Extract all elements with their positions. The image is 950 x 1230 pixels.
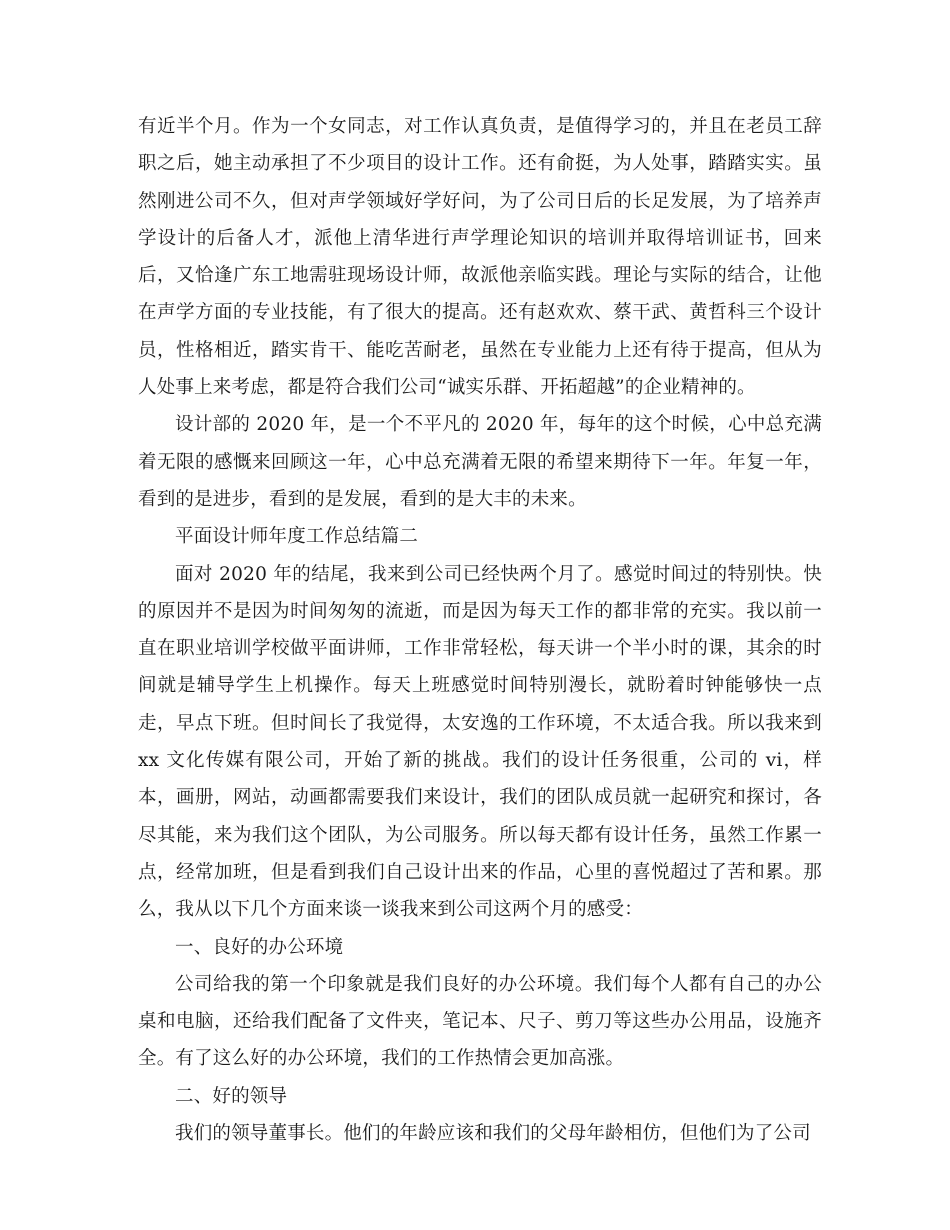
paragraph-leaders: 我们的领导董事长。他们的年龄应该和我们的父母年龄相仿，但他们为了公司	[175, 1123, 811, 1145]
paragraph-continuation: 有近半个月。作为一个女同志，对工作认真负责，是值得学习的，并且在老员工辞职之后，她主动承担了不少项目的设计工作。还有俞挺，为人处事，踏踏实实。虽然刚进公司不久，但对声学领域好学好问，为了公司日后的长足发展，为了培养声学设计的后备人才，派他上清华进行声学理论知识的培训并取得培训证书，回来后，又恰逢广东工地需驻现场设计师，故派他亲临实践。理论与实际的结合，让他在声学方面的专业技能，有了很大的提高。还有赵欢欢、蔡干武、黄哲科三个设计员，性格相近，踏实肯干、能吃苦耐老，虽然在专业能力上还有待于提高，但从为人处事上来考虑，都是符合我们公司“诚实乐群、开拓超越”的企业精神的。	[138, 116, 822, 399]
subheading-office-environment: 一、良好的办公环境	[175, 936, 344, 958]
section-heading-part-two: 平面设计师年度工作总结篇二	[175, 526, 419, 548]
subheading-good-leaders: 二、好的领导	[175, 1085, 288, 1107]
paragraph-two-months: 面对 2020 年的结尾，我来到公司已经快两个月了。感觉时间过的特别快。快的原因并不是因为时间匆匆的流逝，而是因为每天工作的都非常的充实。我以前一直在职业培训学校做平面讲师，工作非常轻松，每天讲一个半小时的课，其余的时间就是辅导学生上机操作。每天上班感觉时间特别漫长，就盼着时钟能够快一点走，早点下班。但时间长了我觉得，太安逸的工作环境，不太适合我。所以我来到 xx 文化传媒有限公司，开始了新的挑战。我们的设计任务很重，公司的 vi，样本，画册，网站，动画都需要我们来设计，我们的团队成员就一起研究和探讨，各尽其能，来为我们这个团队，为公司服务。所以每天都有设计任务，虽然工作累一点，经常加班，但是看到我们自己设计出来的作品，心里的喜悦超过了苦和累。那么，我从以下几个方面来谈一谈我来到公司这两个月的感受：	[138, 563, 822, 921]
document-page	[138, 108, 822, 1152]
paragraph-design-dept-year: 设计部的 2020 年，是一个不平凡的 2020 年，每年的这个时候，心中总充满着无限的感慨来回顾这一年，心中总充满着无限的希望来期待下一年。年复一年，看到的是进步，看到的是发展，看到的是大丰的未来。	[138, 414, 822, 510]
paragraph-office-environment: 公司给我的第一个印象就是我们良好的办公环境。我们每个人都有自己的办公桌和电脑，还给我们配备了文件夹，笔记本、尺子、剪刀等这些办公用品，设施齐全。有了这么好的办公环境，我们的工作热情会更加高涨。	[138, 973, 822, 1070]
